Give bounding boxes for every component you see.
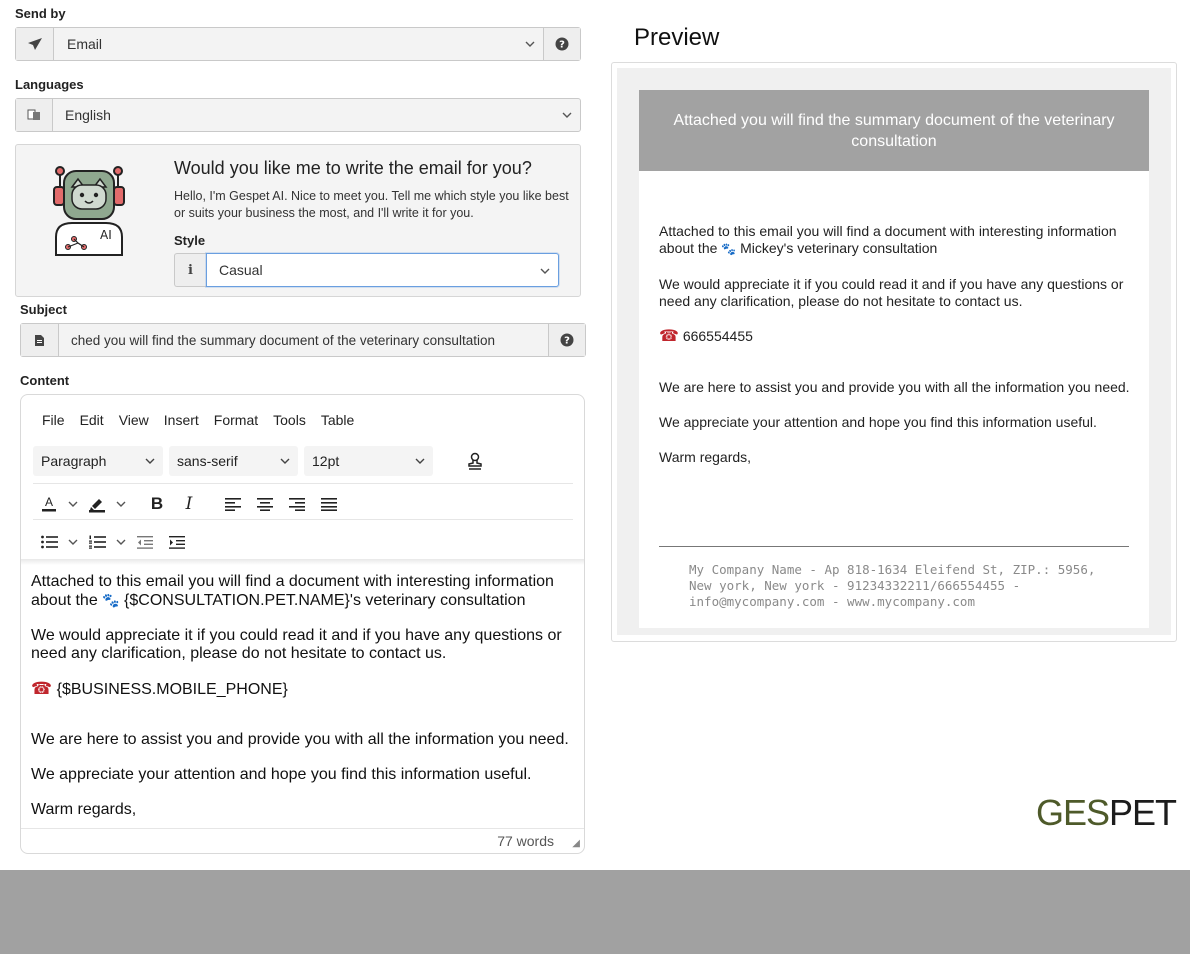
send-by-label: Send by [15, 6, 66, 21]
paw-icon: 🐾 [102, 592, 120, 608]
italic-icon[interactable]: I [185, 493, 193, 514]
chevron-down-icon [532, 263, 558, 277]
style-select-value: Casual [219, 262, 263, 278]
logo-part-2: PET [1109, 792, 1177, 833]
editor-menubar [42, 412, 369, 428]
svg-text:?: ? [559, 39, 565, 51]
toolbar-row-3 [33, 519, 573, 555]
stamp-icon[interactable] [459, 447, 491, 475]
send-by-select[interactable] [15, 27, 581, 61]
subject-field[interactable] [20, 323, 586, 357]
indent-icon[interactable] [161, 528, 193, 556]
paw-icon: 🐾 [721, 242, 737, 256]
preview-background [617, 68, 1171, 635]
phone-icon: ☎ [659, 328, 679, 345]
highlight-color-icon[interactable] [81, 490, 113, 518]
languages-label: Languages [15, 77, 84, 92]
preview-paragraph: Warm regards, [659, 449, 752, 465]
style-label: Style [174, 233, 206, 248]
style-select[interactable] [174, 253, 559, 287]
help-button[interactable] [548, 324, 585, 356]
chevron-down-icon[interactable] [113, 490, 129, 518]
bold-icon[interactable]: B [150, 493, 164, 513]
content-label: Content [20, 373, 70, 388]
logo-part-1: GES [1036, 792, 1110, 833]
content-paragraph [31, 680, 576, 699]
toolbar-row-1 [33, 445, 573, 477]
preview-body [659, 223, 1139, 484]
outdent-icon[interactable] [129, 528, 161, 556]
align-right-icon[interactable] [281, 490, 313, 518]
preview-title: Preview [634, 24, 720, 51]
chevron-down-icon [280, 458, 290, 464]
phone-icon: ☎ [31, 679, 53, 698]
text-color-icon[interactable] [33, 490, 65, 518]
preview-paragraph: We are here to assist you and provide you with all the information you need. [659, 379, 1130, 395]
chevron-down-icon [554, 99, 580, 131]
editor-content[interactable] [31, 573, 576, 836]
gespet-logo [1036, 792, 1176, 834]
align-justify-icon[interactable] [313, 490, 345, 518]
document-icon [21, 324, 59, 356]
content-paragraph: We are here to assist you and provide you with all the information you need. [31, 731, 569, 748]
preview-header: Attached you will find the summary document of the veterinary consultation [639, 90, 1149, 171]
chevron-down-icon[interactable] [65, 528, 81, 556]
font-family-value: sans-serif [177, 453, 238, 469]
block-format-dropdown[interactable] [33, 446, 163, 476]
preview-footer: My Company Name - Ap 818-1634 Eleifend St, ZIP.: 5956, New york, New york - 91234332211/666554455 - info@mycompany.com - www.mycompany.com [689, 562, 1096, 609]
content-paragraph: We would appreciate it if you could read it and if you have any questions or need any clarification, please do not hesitate to contact us. [31, 627, 562, 662]
ai-assistant-description: Hello, I'm Gespet AI. Nice to meet you. Tell me which style you like best or suits your business the most, and I'll write it for you. [174, 189, 569, 220]
bottom-bar [0, 870, 1190, 954]
robot-badge-text: AI [100, 228, 112, 242]
ai-assistant-panel [15, 144, 581, 297]
preview-email-card [639, 90, 1149, 628]
preview-panel [611, 62, 1177, 642]
content-paragraph: Warm regards, [31, 801, 137, 818]
chevron-down-icon[interactable] [65, 490, 81, 518]
chevron-down-icon [415, 458, 425, 464]
menu-insert[interactable]: Insert [163, 412, 199, 428]
bullet-list-icon[interactable] [33, 528, 65, 556]
font-size-value: 12pt [312, 453, 340, 469]
content-paragraph [31, 573, 576, 610]
toolbar-shadow [21, 559, 584, 565]
content-paragraph: We appreciate your attention and hope you find this information useful. [31, 766, 532, 783]
menu-tools[interactable]: Tools [273, 412, 306, 428]
word-count: 77 words [497, 833, 554, 849]
subject-label: Subject [20, 302, 67, 317]
preview-text: 666554455 [678, 328, 753, 344]
chevron-down-icon[interactable] [113, 528, 129, 556]
align-left-icon[interactable] [217, 490, 249, 518]
preview-divider [659, 546, 1129, 547]
ai-assistant-title: Would you like me to write the email for you? [174, 158, 532, 178]
content-text: Attached to this email you will find a document with interesting information about the [31, 573, 554, 609]
menu-edit[interactable]: Edit [79, 412, 104, 428]
robot-ai-icon [44, 161, 134, 257]
question-circle-icon [555, 37, 569, 51]
chevron-down-icon [517, 28, 543, 60]
preview-paragraph [659, 223, 1139, 258]
style-select-box[interactable] [206, 253, 559, 287]
subject-input[interactable]: ched you will find the summary document of the veterinary consultation [71, 332, 495, 348]
preview-paragraph: We appreciate your attention and hope you find this information useful. [659, 414, 1097, 430]
preview-paragraph [659, 328, 1139, 345]
numbered-list-icon[interactable] [81, 528, 113, 556]
menu-file[interactable]: File [42, 412, 65, 428]
font-size-dropdown[interactable] [304, 446, 433, 476]
content-text: {$BUSINESS.MOBILE_PHONE} [52, 681, 288, 698]
toolbar-row-2 [33, 483, 573, 515]
resize-handle-icon[interactable]: ◢ [572, 838, 580, 849]
svg-text:A: A [44, 494, 54, 509]
info-icon: i [174, 253, 206, 287]
menu-view[interactable]: View [118, 412, 149, 428]
menu-format[interactable]: Format [213, 412, 259, 428]
content-text: {$CONSULTATION.PET.NAME}'s veterinary consultation [119, 592, 526, 609]
preview-text: Attached to this email you will find a document with interesting information about the [659, 223, 1117, 256]
paper-plane-icon [16, 28, 54, 60]
help-button[interactable] [543, 28, 580, 60]
question-circle-icon [560, 333, 574, 347]
preview-text: Mickey's veterinary consultation [736, 240, 938, 256]
font-family-dropdown[interactable] [169, 446, 298, 476]
align-center-icon[interactable] [249, 490, 281, 518]
menu-table[interactable]: Table [320, 412, 355, 428]
block-format-value: Paragraph [41, 453, 107, 469]
rich-text-editor[interactable] [20, 394, 585, 854]
languages-select[interactable] [15, 98, 581, 132]
chevron-down-icon [145, 458, 155, 464]
preview-paragraph: We would appreciate it if you could read it and if you have any questions or need any clarification, please do not hesitate to contact us. [659, 276, 1124, 309]
translate-icon [16, 99, 53, 131]
languages-value: English [65, 107, 111, 123]
svg-text:?: ? [564, 335, 570, 347]
send-by-value: Email [67, 36, 103, 52]
editor-statusbar [21, 828, 584, 853]
